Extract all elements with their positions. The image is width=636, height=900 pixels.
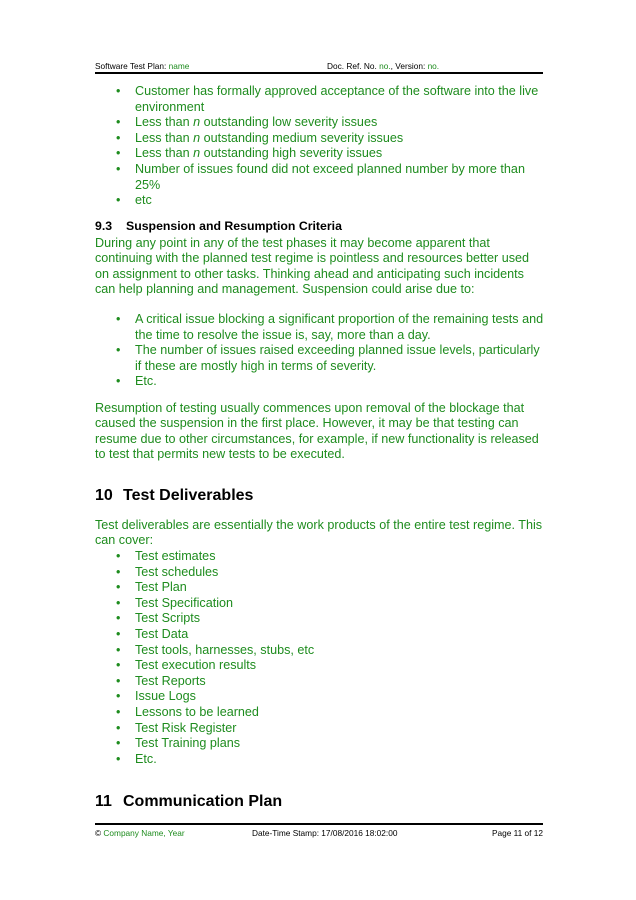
header-docref-value: no. — [379, 61, 391, 71]
list-item — [95, 374, 545, 390]
list-item-text: outstanding low severity issues — [200, 115, 378, 130]
list-item — [95, 658, 545, 674]
list-item — [95, 115, 545, 131]
bullet-icon: • — [116, 658, 121, 673]
header-title-value: name — [168, 61, 190, 71]
bullet-icon: • — [116, 720, 121, 735]
header-doc-ref — [327, 60, 439, 72]
bullet-icon: • — [116, 611, 121, 626]
list-item-text: Customer has formally approved acceptance of the software into the live environment — [135, 84, 539, 114]
list-item — [95, 596, 545, 612]
list-item-text: Test Scripts — [135, 611, 201, 626]
bullet-icon: • — [116, 642, 121, 657]
bullet-icon: • — [116, 564, 121, 579]
bullet-icon: • — [116, 595, 121, 610]
list-item — [95, 627, 545, 643]
section-number: 10 — [95, 487, 113, 504]
list-item-text: Lessons to be learned — [135, 704, 259, 719]
resumption-paragraph: Resumption of testing usually commences upon removal of the blockage that caused the suspension in the first place. However, it may be that testing can resume due to other circumstances, for example, if new functionality is released to test that permits new tests to be executed. — [95, 401, 539, 461]
bullet-icon: • — [116, 673, 121, 688]
list-item-text: Etc. — [135, 374, 157, 389]
list-item — [95, 705, 545, 721]
list-item — [95, 84, 545, 115]
section-heading-9-3 — [95, 219, 342, 234]
list-item — [95, 689, 545, 705]
bullet-icon: • — [116, 751, 121, 766]
list-item-text: Issue Logs — [135, 689, 196, 704]
list-item-text: Test Reports — [135, 673, 206, 688]
list-item-text: Number of issues found did not exceed planned number by more than 25% — [135, 161, 525, 192]
bullet-icon: • — [116, 704, 121, 719]
copyright-icon: © — [95, 828, 102, 838]
list-item-text: Less than — [135, 130, 194, 145]
bullet-icon: • — [116, 193, 121, 208]
bullet-icon: • — [116, 549, 121, 563]
list-item-text: Test tools, harnesses, stubs, etc — [135, 642, 315, 657]
footer-company: Company Name, Year — [101, 828, 185, 838]
deliverables-intro-paragraph: Test deliverables are essentially the work products of the entire test regime. This can cover: — [95, 518, 543, 548]
footer-copyright — [95, 827, 185, 839]
section-title: Test Deliverables — [123, 487, 254, 504]
list-item-text: Less than — [135, 146, 194, 161]
list-item-text: Test schedules — [135, 564, 219, 579]
header-doc-title — [95, 60, 189, 72]
list-item — [95, 611, 545, 627]
list-item — [95, 752, 545, 768]
header-rule — [95, 72, 543, 74]
list-item-text: Test Risk Register — [135, 720, 237, 735]
list-item-text: Less than — [135, 115, 194, 130]
list-item-text: A critical issue blocking a significant proportion of the remaining tests and the time to resolve the issue is, say, more than a day. — [135, 312, 544, 342]
list-item — [95, 146, 545, 162]
list-item-italic: n — [193, 130, 201, 145]
bullet-icon: • — [116, 736, 121, 751]
header-version-label: , Version: — [390, 61, 428, 71]
list-item — [95, 736, 545, 752]
section-number: 9.3 — [95, 219, 113, 233]
list-item-text: Test execution results — [135, 658, 257, 673]
bullet-icon: • — [116, 161, 121, 176]
bullet-icon: • — [116, 580, 121, 595]
list-item — [95, 643, 545, 659]
header-version-value: no. — [427, 61, 440, 71]
section-heading-11 — [95, 792, 282, 812]
list-item-text: Test Plan — [135, 580, 187, 595]
suspension-intro-paragraph: During any point in any of the test phases it may become apparent that continuing with the planned test regime is pointless and resources better used on assignment to other tasks. Thinking ahead and anticipating such incidents can help planning and management. Suspension could arise due to: — [95, 236, 530, 296]
list-item — [95, 343, 545, 374]
list-item-text: The number of issues raised exceeding planned issue levels, particularly if these are mostly high in terms of severity. — [135, 343, 540, 373]
header-docref-label: Doc. Ref. No. — [327, 61, 380, 71]
footer-page-number: Page 11 of 12 — [491, 828, 543, 838]
bullet-icon: • — [116, 130, 121, 145]
page-header — [95, 60, 543, 72]
section-title: Communication Plan — [123, 793, 283, 810]
list-item-italic: n — [193, 115, 201, 130]
bullet-icon: • — [116, 374, 121, 389]
list-item-text: Test Data — [135, 626, 189, 641]
bullet-icon: • — [116, 115, 121, 130]
list-item — [95, 312, 545, 343]
section-title: Suspension and Resumption Criteria — [126, 219, 342, 233]
list-item-text: Test estimates — [135, 549, 216, 563]
deliverables-list — [95, 549, 545, 767]
list-item-text: outstanding high severity issues — [200, 146, 383, 161]
header-title-label: Software Test Plan: — [95, 61, 169, 71]
exit-criteria-list — [95, 84, 545, 209]
page-footer — [95, 827, 543, 839]
list-item-text: Etc. — [135, 751, 157, 766]
list-item — [95, 580, 545, 596]
footer-timestamp: Date-Time Stamp: 17/08/2016 18:02:00 — [252, 828, 398, 838]
bullet-icon: • — [116, 84, 121, 98]
list-item-text: Test Training plans — [135, 736, 241, 751]
list-item — [95, 674, 545, 690]
list-item — [95, 162, 545, 193]
suspension-reasons-list — [95, 312, 545, 390]
section-number: 11 — [95, 793, 112, 810]
list-item-italic: n — [193, 146, 201, 161]
list-item — [95, 131, 545, 147]
list-item-text: Test Specification — [135, 595, 234, 610]
list-item — [95, 549, 545, 565]
list-item — [95, 565, 545, 581]
list-item — [95, 193, 545, 209]
list-item-text: etc — [135, 193, 152, 208]
section-heading-10 — [95, 486, 253, 506]
bullet-icon: • — [116, 312, 121, 326]
bullet-icon: • — [116, 689, 121, 704]
bullet-icon: • — [116, 146, 121, 161]
bullet-icon: • — [116, 343, 121, 358]
footer-rule — [95, 823, 543, 825]
bullet-icon: • — [116, 626, 121, 641]
list-item — [95, 721, 545, 737]
list-item-text: outstanding medium severity issues — [200, 130, 404, 145]
